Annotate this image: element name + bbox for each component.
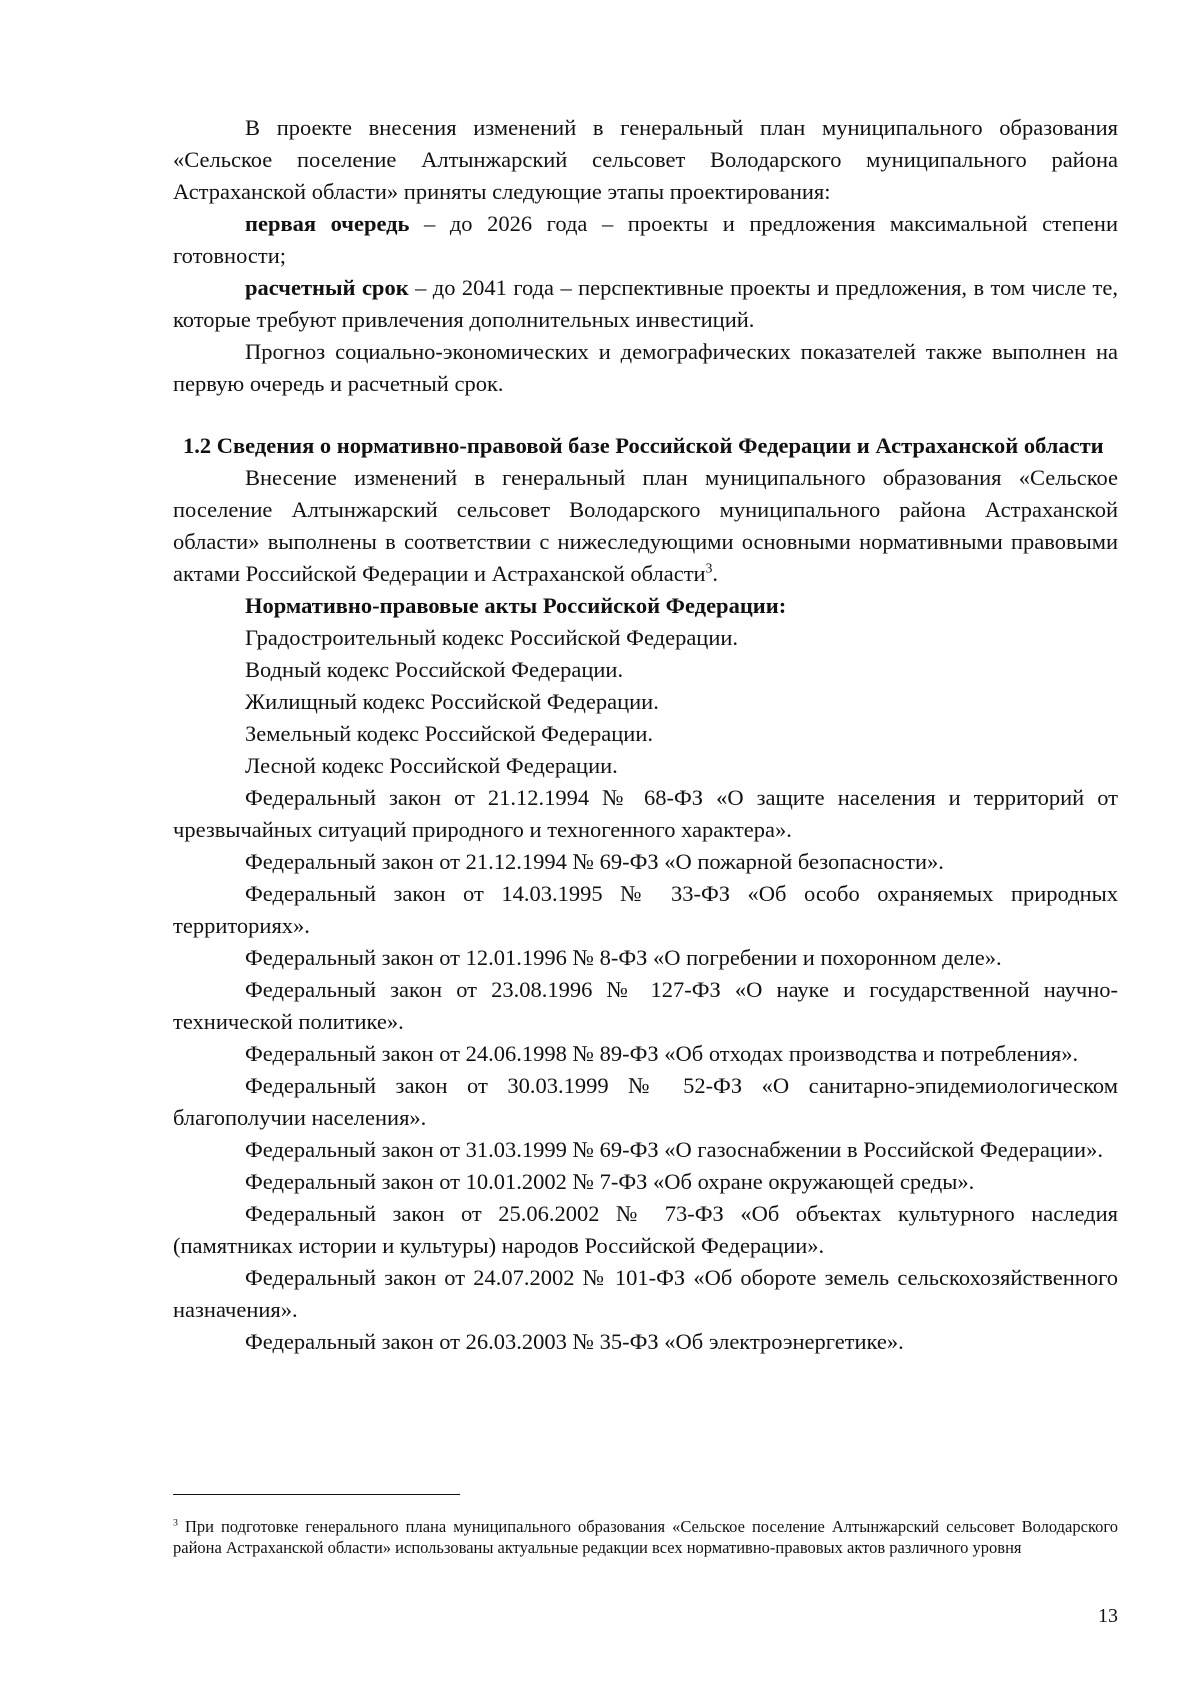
legal-act-item: Федеральный закон от 30.03.1999 № 52-ФЗ «О санитарно-эпидемиологическом благополучии населения». [173, 1073, 1118, 1130]
legal-act-item: Лесной кодекс Российской Федерации. [245, 753, 618, 778]
legal-act-item: Федеральный закон от 14.03.1995 № 33-ФЗ «Об особо охраняемых природных территориях». [173, 881, 1118, 938]
legal-act-item: Федеральный закон от 24.07.2002 № 101-ФЗ «Об обороте земель сельскохозяйственного назначения». [173, 1265, 1118, 1322]
legal-act-item: Федеральный закон от 23.08.1996 № 127-ФЗ «О науке и государственной научно-технической политике». [173, 977, 1118, 1034]
acts-subheading: Нормативно-правовые акты Российской Федерации: [245, 593, 787, 618]
forecast-paragraph: Прогноз социально-экономических и демографических показателей также выполнен на первую очередь и расчетный срок. [173, 339, 1118, 396]
legal-act-item: Федеральный закон от 12.01.1996 № 8-ФЗ «О погребении и похоронном деле». [245, 945, 1002, 970]
legal-act-item: Федеральный закон от 24.06.1998 № 89-ФЗ «Об отходах производства и потребления». [245, 1041, 1079, 1066]
legal-act-item: Федеральный закон от 26.03.2003 № 35-ФЗ «Об электроэнергетике». [245, 1329, 904, 1354]
section-heading: 1.2 Сведения о нормативно-правовой базе Российской Федерации и Астраханской области [183, 433, 1104, 458]
section-intro-paragraph [173, 462, 1118, 590]
legal-act-item: Федеральный закон от 21.12.1994 № 68-ФЗ «О защите населения и территорий от чрезвычайных ситуаций природного и техногенного характера». [173, 785, 1118, 842]
legal-act-item: Федеральный закон от 25.06.2002 № 73-ФЗ «Об объектах культурного наследия (памятниках истории и культуры) народов Российской Федерации». [173, 1201, 1118, 1258]
acts-list [173, 622, 1118, 1358]
section-intro-text: Внесение изменений в генеральный план муниципального образования «Сельское поселение Алтынжарский сельсовет Володарского муниципального района Астраханской области» выполнены в соответствии с нижеследующими основными нормативными правовыми актами Российской Федерации и Астраханской области [173, 465, 1118, 586]
stage-calculated-label: расчетный срок [245, 275, 409, 300]
footnote-reference[interactable]: 3 [705, 560, 713, 576]
document-page [173, 112, 1118, 1358]
legal-act-item: Федеральный закон от 31.03.1999 № 69-ФЗ «О газоснабжении в Российской Федерации». [245, 1137, 1103, 1162]
stage-calculated [173, 272, 1118, 336]
stage-first [173, 208, 1118, 272]
section-intro-end: . [712, 561, 718, 586]
legal-act-item: Водный кодекс Российской Федерации. [245, 657, 624, 682]
legal-act-item: Градостроительный кодекс Российской Федерации. [245, 625, 739, 650]
legal-act-item: Земельный кодекс Российской Федерации. [245, 721, 653, 746]
page-number: 13 [1098, 1605, 1118, 1627]
footnote-text: При подготовке генерального плана муниципального образования «Сельское поселение Алтынжарский сельсовет Володарского района Астраханской области» использованы актуальные редакции всех нормативно-правовых актов различного уровня [173, 1517, 1118, 1557]
stage-first-label: первая очередь [245, 211, 410, 236]
legal-act-item: Федеральный закон от 21.12.1994 № 69-ФЗ «О пожарной безопасности». [245, 849, 944, 874]
intro-paragraph: В проекте внесения изменений в генеральный план муниципального образования «Сельское поселение Алтынжарский сельсовет Володарского муниципального района Астраханской области» приняты следующие этапы проектирования: [173, 115, 1118, 204]
stage-calculated-text: – до 2041 года – перспективные проекты и предложения, в том числе те, которые требуют привлечения дополнительных инвестиций. [173, 275, 1118, 332]
legal-act-item: Жилищный кодекс Российской Федерации. [245, 689, 659, 714]
footnote-divider [173, 1494, 460, 1495]
stage-first-text: – до 2026 года – проекты и предложения максимальной степени готовности; [173, 211, 1118, 268]
footnote-number: 3 [173, 1517, 178, 1529]
footnote [173, 1516, 1118, 1558]
legal-act-item: Федеральный закон от 10.01.2002 № 7-ФЗ «Об охране окружающей среды». [245, 1169, 975, 1194]
